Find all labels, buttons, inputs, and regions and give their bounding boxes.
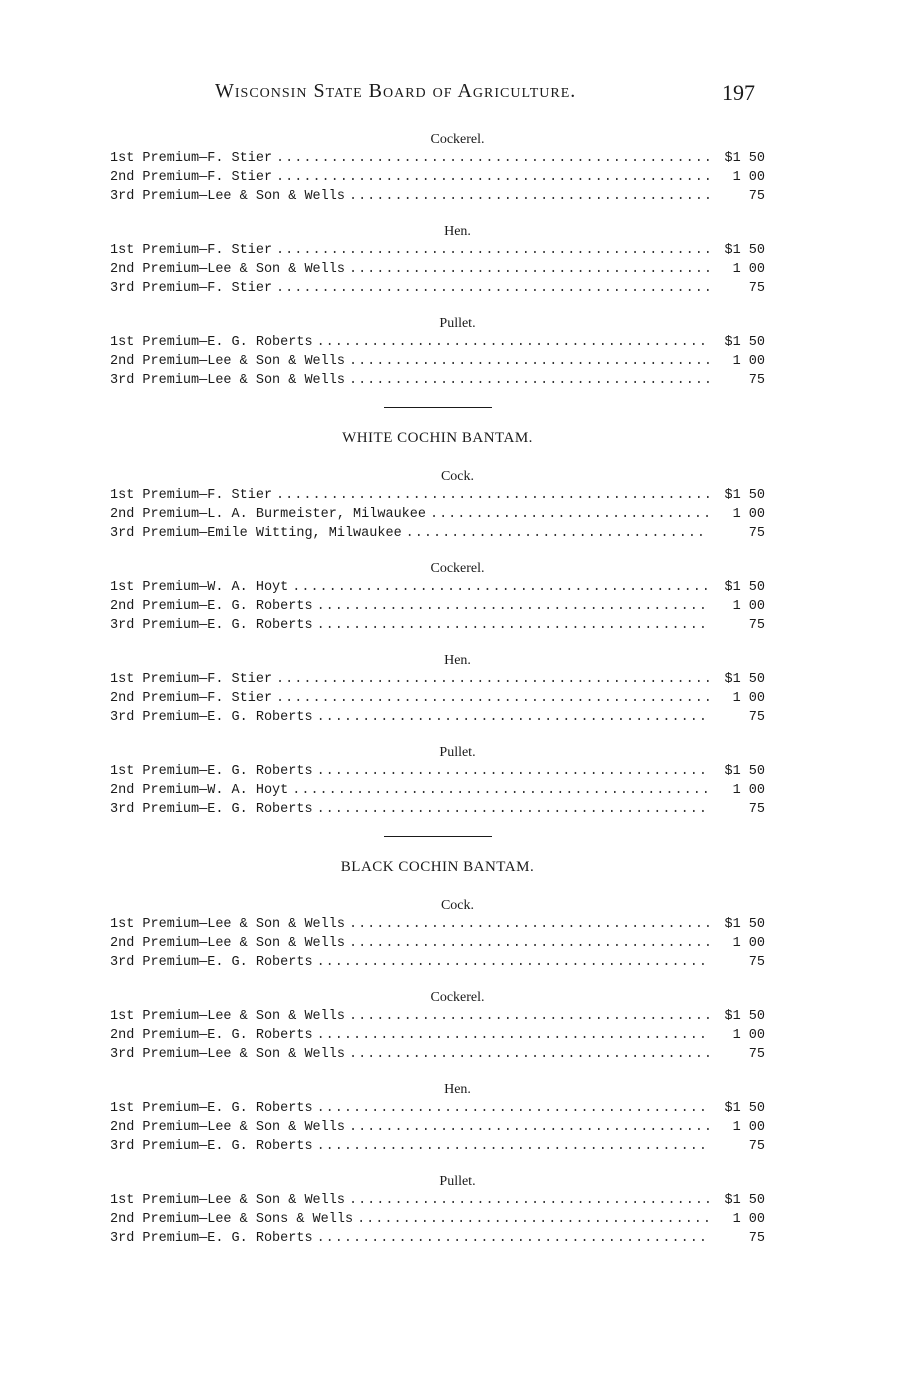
premium-winner: Premium—E. G. Roberts — [142, 1231, 313, 1246]
premium-amount: $1 50 — [724, 764, 765, 779]
premium-winner: Premium—Lee & Son & Wells — [142, 373, 345, 388]
spacer — [134, 670, 142, 689]
dot-leaders — [317, 1229, 709, 1248]
premium-place: 3rd — [110, 1139, 135, 1154]
spacer — [134, 524, 142, 543]
dot-leaders — [276, 689, 709, 708]
premium-place: 2nd — [110, 170, 135, 185]
premium-winner: Premium—F. Stier — [142, 281, 273, 296]
premium-winner: Premium—E. G. Roberts — [142, 1101, 313, 1116]
premium-amount: 1 00 — [732, 170, 765, 185]
premium-amount: 1 00 — [732, 1212, 765, 1227]
dot-leaders — [349, 187, 709, 206]
award-group — [110, 223, 765, 298]
premium-row — [110, 762, 765, 781]
premium-place: 3rd — [110, 373, 135, 388]
dot-leaders — [292, 781, 709, 800]
spacer — [134, 597, 142, 616]
premium-winner: Premium—L. A. Burmeister, Milwaukee — [142, 507, 426, 522]
dot-leaders — [349, 915, 709, 934]
premium-amount: 1 00 — [732, 691, 765, 706]
premium-amount: 1 00 — [732, 783, 765, 798]
premium-amount: $1 50 — [724, 917, 765, 932]
page-number: 197 — [722, 80, 755, 105]
premium-winner: Premium—E. G. Roberts — [142, 764, 313, 779]
premium-amount: 1 00 — [732, 599, 765, 614]
premium-winner: Premium—W. A. Hoyt — [142, 580, 289, 595]
premium-winner: Premium—E. G. Roberts — [142, 1139, 313, 1154]
premium-amount: $1 50 — [724, 335, 765, 350]
dot-leaders — [317, 953, 709, 972]
premium-winner: Premium—Lee & Son & Wells — [142, 354, 345, 369]
premium-amount: 75 — [748, 1231, 765, 1246]
premium-amount: $1 50 — [724, 1193, 765, 1208]
dot-leaders — [292, 578, 709, 597]
premium-row — [110, 371, 765, 390]
dot-leaders — [276, 670, 709, 689]
premium-winner: Premium—E. G. Roberts — [142, 599, 313, 614]
premium-winner: Premium—Emile Witting, Milwaukee — [142, 526, 402, 541]
premium-row — [110, 1191, 765, 1210]
spacer — [134, 352, 142, 371]
class-heading: Pullet. — [439, 745, 476, 760]
premium-amount: 75 — [748, 189, 765, 204]
premium-winner: Premium—Lee & Son & Wells — [142, 262, 345, 277]
dot-leaders — [349, 260, 709, 279]
spacer — [134, 800, 142, 819]
premium-place: 3rd — [110, 1047, 135, 1062]
premium-winner: Premium—F. Stier — [142, 151, 273, 166]
premium-amount: 75 — [748, 281, 765, 296]
premium-place: 3rd — [110, 955, 135, 970]
premium-place: 2nd — [110, 783, 135, 798]
premium-place: 3rd — [110, 526, 135, 541]
premium-row — [110, 486, 765, 505]
premium-row — [110, 1137, 765, 1156]
spacer — [134, 708, 142, 727]
premium-place: 2nd — [110, 1028, 135, 1043]
dot-leaders — [276, 486, 709, 505]
premium-row — [110, 915, 765, 934]
premium-amount: 75 — [748, 1047, 765, 1062]
premium-amount: 75 — [748, 618, 765, 633]
premium-row — [110, 524, 765, 543]
spacer — [134, 168, 142, 187]
premium-winner: Premium—Lee & Son & Wells — [142, 1120, 345, 1135]
premium-place: 1st — [110, 917, 135, 932]
dot-leaders — [276, 279, 709, 298]
dot-leaders — [349, 352, 709, 371]
premium-place: 3rd — [110, 1231, 135, 1246]
class-heading: Hen. — [444, 653, 471, 668]
premium-row — [110, 578, 765, 597]
class-heading: Pullet. — [439, 1174, 476, 1189]
dot-leaders — [317, 708, 709, 727]
premium-list — [110, 131, 765, 1265]
premium-winner: Premium—F. Stier — [142, 170, 273, 185]
premium-row — [110, 934, 765, 953]
premium-row — [110, 1099, 765, 1118]
premium-amount: 1 00 — [732, 507, 765, 522]
section-divider — [384, 407, 492, 408]
premium-winner: Premium—Lee & Son & Wells — [142, 936, 345, 951]
award-group — [110, 897, 765, 972]
premium-row — [110, 1118, 765, 1137]
premium-row — [110, 1026, 765, 1045]
class-heading: Cockerel. — [430, 990, 485, 1005]
premium-winner: Premium—F. Stier — [142, 672, 273, 687]
award-group — [110, 1081, 765, 1156]
premium-row — [110, 708, 765, 727]
premium-row — [110, 670, 765, 689]
premium-amount: 75 — [748, 373, 765, 388]
premium-winner: Premium—Lee & Son & Wells — [142, 1009, 345, 1024]
premium-place: 1st — [110, 1101, 135, 1116]
award-group — [110, 1173, 765, 1248]
premium-amount: $1 50 — [724, 580, 765, 595]
dot-leaders — [406, 524, 709, 543]
dot-leaders — [430, 505, 709, 524]
award-group — [110, 744, 765, 819]
spacer — [134, 1118, 142, 1137]
spacer — [134, 505, 142, 524]
premium-row — [110, 241, 765, 260]
section-title: WHITE COCHIN BANTAM. — [342, 430, 533, 446]
premium-winner: Premium—F. Stier — [142, 691, 273, 706]
dot-leaders — [276, 241, 709, 260]
premium-place: 3rd — [110, 802, 135, 817]
premium-amount: 1 00 — [732, 936, 765, 951]
premium-place: 1st — [110, 151, 135, 166]
class-heading: Hen. — [444, 224, 471, 239]
class-heading: Cock. — [440, 469, 475, 484]
premium-winner: Premium—E. G. Roberts — [142, 618, 313, 633]
premium-winner: Premium—E. G. Roberts — [142, 335, 313, 350]
premium-winner: Premium—E. G. Roberts — [142, 710, 313, 725]
premium-place: 1st — [110, 764, 135, 779]
premium-place: 3rd — [110, 189, 135, 204]
dot-leaders — [317, 1137, 709, 1156]
spacer — [134, 279, 142, 298]
premium-row — [110, 597, 765, 616]
dot-leaders — [349, 934, 709, 953]
premium-row — [110, 689, 765, 708]
spacer — [134, 241, 142, 260]
spacer — [134, 934, 142, 953]
premium-place: 2nd — [110, 691, 135, 706]
spacer — [134, 1007, 142, 1026]
premium-amount: $1 50 — [724, 151, 765, 166]
spacer — [134, 1099, 142, 1118]
dot-leaders — [317, 1099, 709, 1118]
premium-amount: 1 00 — [732, 1028, 765, 1043]
premium-winner: Premium—E. G. Roberts — [142, 802, 313, 817]
class-heading: Cock. — [440, 898, 475, 913]
premium-place: 2nd — [110, 1120, 135, 1135]
premium-amount: $1 50 — [724, 672, 765, 687]
premium-place: 1st — [110, 580, 135, 595]
dot-leaders — [349, 1007, 709, 1026]
dot-leaders — [317, 333, 709, 352]
premium-row — [110, 149, 765, 168]
dot-leaders — [276, 168, 709, 187]
award-group — [110, 315, 765, 390]
premium-winner: Premium—W. A. Hoyt — [142, 783, 289, 798]
premium-place: 2nd — [110, 262, 135, 277]
premium-amount: 75 — [748, 802, 765, 817]
premium-amount: 1 00 — [732, 354, 765, 369]
premium-row — [110, 1007, 765, 1026]
award-group — [110, 989, 765, 1064]
award-group — [110, 652, 765, 727]
class-heading: Hen. — [444, 1082, 471, 1097]
spacer — [134, 486, 142, 505]
premium-place: 3rd — [110, 618, 135, 633]
dot-leaders — [276, 149, 709, 168]
dot-leaders — [349, 1191, 709, 1210]
premium-amount: 75 — [748, 1139, 765, 1154]
premium-amount: $1 50 — [724, 243, 765, 258]
spacer — [134, 1229, 142, 1248]
dot-leaders — [317, 597, 709, 616]
spacer — [134, 616, 142, 635]
premium-place: 1st — [110, 672, 135, 687]
premium-row — [110, 279, 765, 298]
premium-row — [110, 1229, 765, 1248]
premium-row — [110, 1210, 765, 1229]
dot-leaders — [317, 800, 709, 819]
premium-place: 1st — [110, 488, 135, 503]
dot-leaders — [349, 371, 709, 390]
spacer — [134, 1137, 142, 1156]
dot-leaders — [317, 762, 709, 781]
premium-amount: 75 — [748, 955, 765, 970]
premium-row — [110, 168, 765, 187]
spacer — [134, 762, 142, 781]
premium-row — [110, 187, 765, 206]
premium-amount: 75 — [748, 710, 765, 725]
premium-place: 2nd — [110, 354, 135, 369]
premium-row — [110, 800, 765, 819]
section-divider — [384, 836, 492, 837]
premium-amount: 1 00 — [732, 262, 765, 277]
premium-amount: $1 50 — [724, 488, 765, 503]
premium-row — [110, 781, 765, 800]
spacer — [134, 1026, 142, 1045]
premium-row — [110, 333, 765, 352]
premium-place: 2nd — [110, 507, 135, 522]
premium-winner: Premium—E. G. Roberts — [142, 1028, 313, 1043]
section-title: BLACK COCHIN BANTAM. — [340, 859, 535, 875]
spacer — [134, 1045, 142, 1064]
class-heading: Cockerel. — [430, 561, 485, 576]
dot-leaders — [317, 1026, 709, 1045]
premium-row — [110, 953, 765, 972]
dot-leaders — [357, 1210, 709, 1229]
dot-leaders — [349, 1045, 709, 1064]
premium-winner: Premium—Lee & Son & Wells — [142, 1047, 345, 1062]
premium-amount: $1 50 — [724, 1009, 765, 1024]
premium-place: 3rd — [110, 281, 135, 296]
premium-place: 1st — [110, 1009, 135, 1024]
spacer — [134, 260, 142, 279]
premium-place: 3rd — [110, 710, 135, 725]
premium-place: 1st — [110, 243, 135, 258]
premium-row — [110, 616, 765, 635]
premium-winner: Premium—Lee & Son & Wells — [142, 917, 345, 932]
class-heading: Cockerel. — [430, 132, 485, 147]
dot-leaders — [317, 616, 709, 635]
premium-winner: Premium—F. Stier — [142, 243, 273, 258]
premium-winner: Premium—Lee & Son & Wells — [142, 1193, 345, 1208]
premium-place: 2nd — [110, 1212, 135, 1227]
spacer — [134, 915, 142, 934]
spacer — [134, 371, 142, 390]
spacer — [134, 1210, 142, 1229]
premium-amount: $1 50 — [724, 1101, 765, 1116]
premium-row — [110, 505, 765, 524]
dot-leaders — [349, 1118, 709, 1137]
award-group — [110, 131, 765, 206]
premium-place: 1st — [110, 335, 135, 350]
running-head: Wisconsin State Board of Agriculture. — [215, 80, 577, 102]
spacer — [134, 578, 142, 597]
spacer — [134, 1191, 142, 1210]
premium-winner: Premium—E. G. Roberts — [142, 955, 313, 970]
premium-place: 1st — [110, 1193, 135, 1208]
spacer — [134, 149, 142, 168]
spacer — [134, 689, 142, 708]
class-heading: Pullet. — [439, 316, 476, 331]
premium-row — [110, 352, 765, 371]
spacer — [134, 781, 142, 800]
award-group — [110, 560, 765, 635]
premium-row — [110, 260, 765, 279]
spacer — [134, 953, 142, 972]
premium-row — [110, 1045, 765, 1064]
premium-winner: Premium—Lee & Sons & Wells — [142, 1212, 354, 1227]
premium-winner: Premium—F. Stier — [142, 488, 273, 503]
premium-place: 2nd — [110, 599, 135, 614]
premium-amount: 75 — [748, 526, 765, 541]
premium-place: 2nd — [110, 936, 135, 951]
award-group — [110, 468, 765, 543]
premium-winner: Premium—Lee & Son & Wells — [142, 189, 345, 204]
premium-amount: 1 00 — [732, 1120, 765, 1135]
spacer — [134, 187, 142, 206]
spacer — [134, 333, 142, 352]
